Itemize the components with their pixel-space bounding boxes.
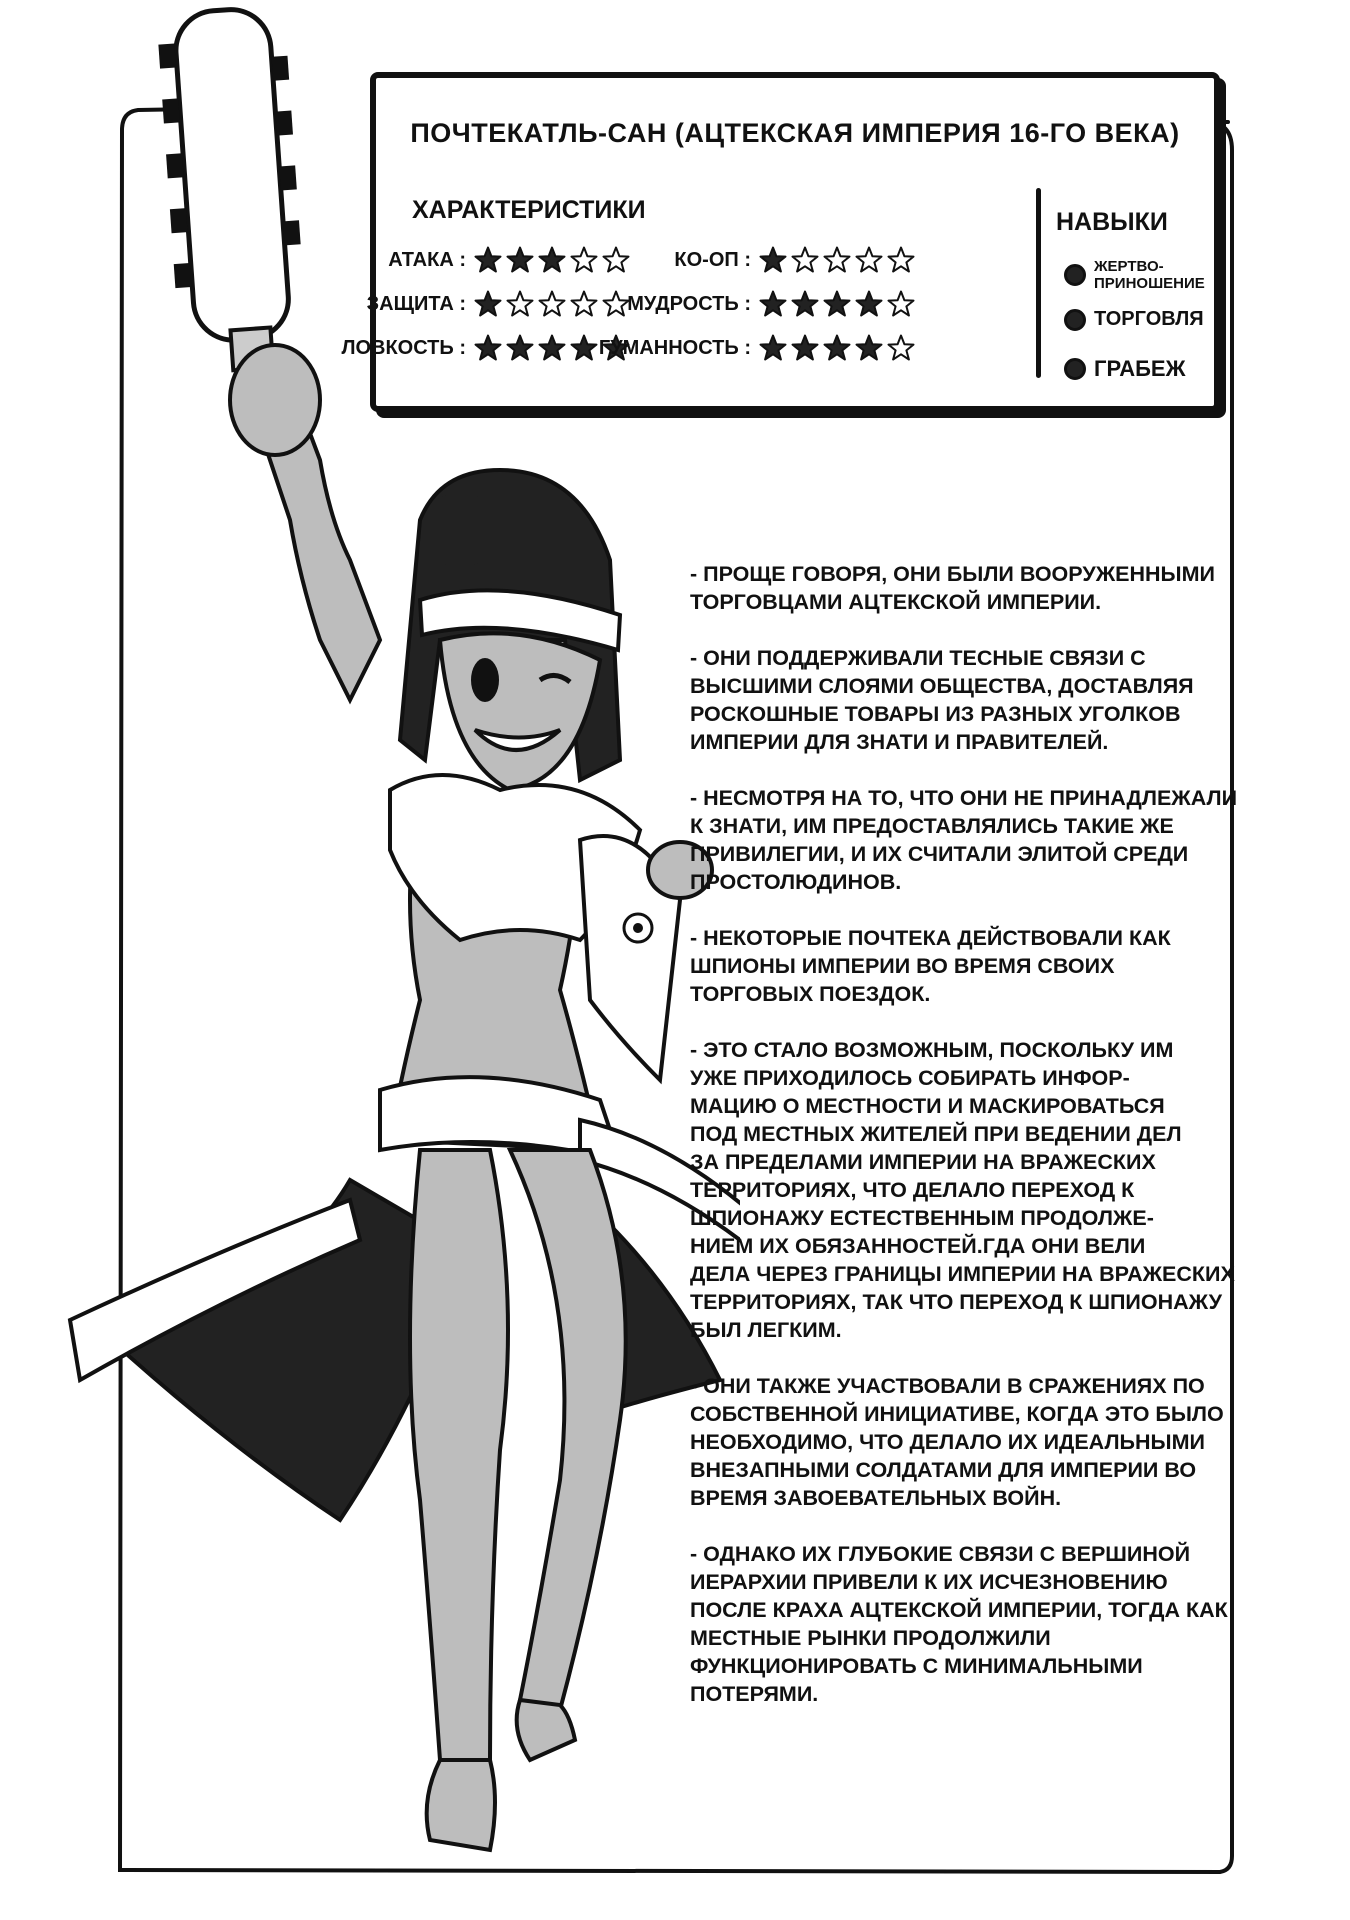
star-filled-icon: [791, 290, 819, 318]
stat-label: КО-ОП :: [674, 248, 751, 271]
weapon-icon: [156, 6, 309, 374]
description-paragraph: [690, 1540, 1290, 1708]
skill-trade: [1064, 308, 1204, 331]
star-empty-icon: [855, 246, 883, 274]
description-paragraph: [690, 644, 1290, 756]
star-rating: [759, 334, 915, 362]
skills-header: НАВЫКИ: [1056, 208, 1168, 236]
star-filled-icon: [759, 334, 787, 362]
stat-row: [561, 290, 915, 318]
description-text: [690, 560, 1290, 1736]
star-empty-icon: [823, 246, 851, 274]
stat-label: ГУМАННОСТЬ :: [598, 336, 751, 359]
skill-plunder: [1064, 356, 1185, 382]
star-filled-icon: [823, 334, 851, 362]
text-line: МЕСТНЫЕ РЫНКИ ПРОДОЛЖИЛИ: [690, 1626, 1051, 1650]
text-line: СОБСТВЕННОЙ ИНИЦИАТИВЕ, КОГДА ЭТО БЫЛО: [690, 1402, 1224, 1426]
star-filled-icon: [823, 290, 851, 318]
text-line: ПРИВИЛЕГИИ, И ИХ СЧИТАЛИ ЭЛИТОЙ СРЕДИ: [690, 842, 1189, 866]
star-empty-icon: [791, 246, 819, 274]
text-line: ЗА ПРЕДЕЛАМИ ИМПЕРИИ НА ВРАЖЕСКИХ: [690, 1150, 1156, 1174]
skill-bullet-icon: [1064, 264, 1086, 286]
star-empty-icon: [506, 290, 534, 318]
skill-label-line2: ПРИНОШЕНИЕ: [1094, 275, 1205, 292]
star-filled-icon: [855, 334, 883, 362]
description-paragraph: [690, 924, 1290, 1008]
text-line: РОСКОШНЫЕ ТОВАРЫ ИЗ РАЗНЫХ УГОЛКОВ: [690, 702, 1181, 726]
star-rating: [759, 246, 915, 274]
star-filled-icon: [855, 290, 883, 318]
text-line: К ЗНАТИ, ИМ ПРЕДОСТАВЛЯЛИСЬ ТАКИЕ ЖЕ: [690, 814, 1174, 838]
text-line: ФУНКЦИОНИРОВАТЬ С МИНИМАЛЬНЫМИ: [690, 1654, 1143, 1678]
description-paragraph: [690, 784, 1290, 896]
panel-divider: [1036, 188, 1041, 378]
stat-label: АТАКА :: [388, 248, 466, 271]
text-line: НИЕМ ИХ ОБЯЗАННОСТЕЙ.ГДА ОНИ ВЕЛИ: [690, 1234, 1146, 1258]
star-empty-icon: [887, 246, 915, 274]
text-line: ТОРГОВЫХ ПОЕЗДОК.: [690, 982, 931, 1006]
text-line: ДЕЛА ЧЕРЕЗ ГРАНИЦЫ ИМПЕРИИ НА ВРАЖЕСКИХ: [690, 1262, 1235, 1286]
text-line: - ОДНАКО ИХ ГЛУБОКИЕ СВЯЗИ С ВЕРШИНОЙ: [690, 1542, 1191, 1566]
star-filled-icon: [506, 246, 534, 274]
text-line: ТОРГОВЦАМИ АЦТЕКСКОЙ ИМПЕРИИ.: [690, 590, 1102, 614]
skill-sacrifice: [1064, 258, 1205, 292]
text-line: ПОД МЕСТНЫХ ЖИТЕЛЕЙ ПРИ ВЕДЕНИИ ДЕЛ: [690, 1122, 1182, 1146]
text-line: ШПИОНАЖУ ЕСТЕСТВЕННЫМ ПРОДОЛЖЕ-: [690, 1206, 1154, 1230]
text-line: ПОТЕРЯМИ.: [690, 1682, 819, 1706]
skill-bullet-icon: [1064, 358, 1086, 380]
description-paragraph: [690, 1036, 1290, 1344]
star-filled-icon: [474, 334, 502, 362]
text-line: ТЕРРИТОРИЯХ, ТАК ЧТО ПЕРЕХОД К ШПИОНАЖУ: [690, 1290, 1222, 1314]
star-filled-icon: [759, 246, 787, 274]
skill-label: ГРАБЕЖ: [1094, 356, 1186, 381]
description-paragraph: [690, 1372, 1290, 1512]
stat-label: ЗАЩИТА :: [366, 292, 466, 315]
star-filled-icon: [791, 334, 819, 362]
text-line: - ЭТО СТАЛО ВОЗМОЖНЫМ, ПОСКОЛЬКУ ИМ: [690, 1038, 1174, 1062]
text-line: БЫЛ ЛЕГКИМ.: [690, 1318, 842, 1342]
description-paragraph: [690, 560, 1290, 616]
text-line: ПРОСТОЛЮДИНОВ.: [690, 870, 902, 894]
text-line: ТЕРРИТОРИЯХ, ЧТО ДЕЛАЛО ПЕРЕХОД К: [690, 1178, 1135, 1202]
text-line: - ПРОЩЕ ГОВОРЯ, ОНИ БЫЛИ ВООРУЖЕННЫМИ: [690, 562, 1215, 586]
skill-label: ТОРГОВЛЯ: [1094, 308, 1204, 330]
page-title: ПОЧТЕКАТЛЬ-САН (АЦТЕКСКАЯ ИМПЕРИЯ 16-ГО ВЕКА): [410, 118, 1180, 148]
text-line: ВРЕМЯ ЗАВОЕВАТЕЛЬНЫХ ВОЙН.: [690, 1486, 1062, 1510]
text-line: ПОСЛЕ КРАХА АЦТЕКСКОЙ ИМПЕРИИ, ТОГДА КАК: [690, 1598, 1228, 1622]
star-rating: [759, 290, 915, 318]
text-line: - ОНИ ТАКЖЕ УЧАСТВОВАЛИ В СРАЖЕНИЯХ ПО: [690, 1374, 1205, 1398]
stat-row: [561, 334, 915, 362]
text-line: - НЕКОТОРЫЕ ПОЧТЕКА ДЕЙСТВОВАЛИ КАК: [690, 926, 1171, 950]
text-line: ВЫСШИМИ СЛОЯМИ ОБЩЕСТВА, ДОСТАВЛЯЯ: [690, 674, 1194, 698]
text-line: УЖЕ ПРИХОДИЛОСЬ СОБИРАТЬ ИНФОР-: [690, 1066, 1130, 1090]
star-empty-icon: [887, 334, 915, 362]
text-line: ИЕРАРХИИ ПРИВЕЛИ К ИХ ИСЧЕЗНОВЕНИЮ: [690, 1570, 1168, 1594]
text-line: ВНЕЗАПНЫМИ СОЛДАТАМИ ДЛЯ ИМПЕРИИ ВО: [690, 1458, 1197, 1482]
skill-label-line1: ЖЕРТВО-: [1094, 258, 1164, 275]
star-filled-icon: [474, 246, 502, 274]
stats-panel: [341, 72, 1220, 412]
text-line: МАЦИЮ О МЕСТНОСТИ И МАСКИРОВАТЬСЯ: [690, 1094, 1165, 1118]
skill-bullet-icon: [1064, 309, 1086, 331]
star-filled-icon: [506, 334, 534, 362]
stat-row: [561, 246, 915, 274]
text-line: ИМПЕРИИ ДЛЯ ЗНАТИ И ПРАВИТЕЛЕЙ.: [690, 730, 1109, 754]
stats-header: ХАРАКТЕРИСТИКИ: [412, 196, 646, 224]
text-line: - НЕСМОТРЯ НА ТО, ЧТО ОНИ НЕ ПРИНАДЛЕЖАЛИ: [690, 786, 1238, 810]
text-line: ШПИОНЫ ИМПЕРИИ ВО ВРЕМЯ СВОИХ: [690, 954, 1115, 978]
star-filled-icon: [474, 290, 502, 318]
stat-label: МУДРОСТЬ :: [627, 292, 751, 315]
stat-label: ЛОВКОСТЬ :: [341, 336, 466, 359]
star-filled-icon: [759, 290, 787, 318]
text-line: НЕОБХОДИМО, ЧТО ДЕЛАЛО ИХ ИДЕАЛЬНЫМИ: [690, 1430, 1205, 1454]
star-empty-icon: [887, 290, 915, 318]
text-line: - ОНИ ПОДДЕРЖИВАЛИ ТЕСНЫЕ СВЯЗИ С: [690, 646, 1146, 670]
